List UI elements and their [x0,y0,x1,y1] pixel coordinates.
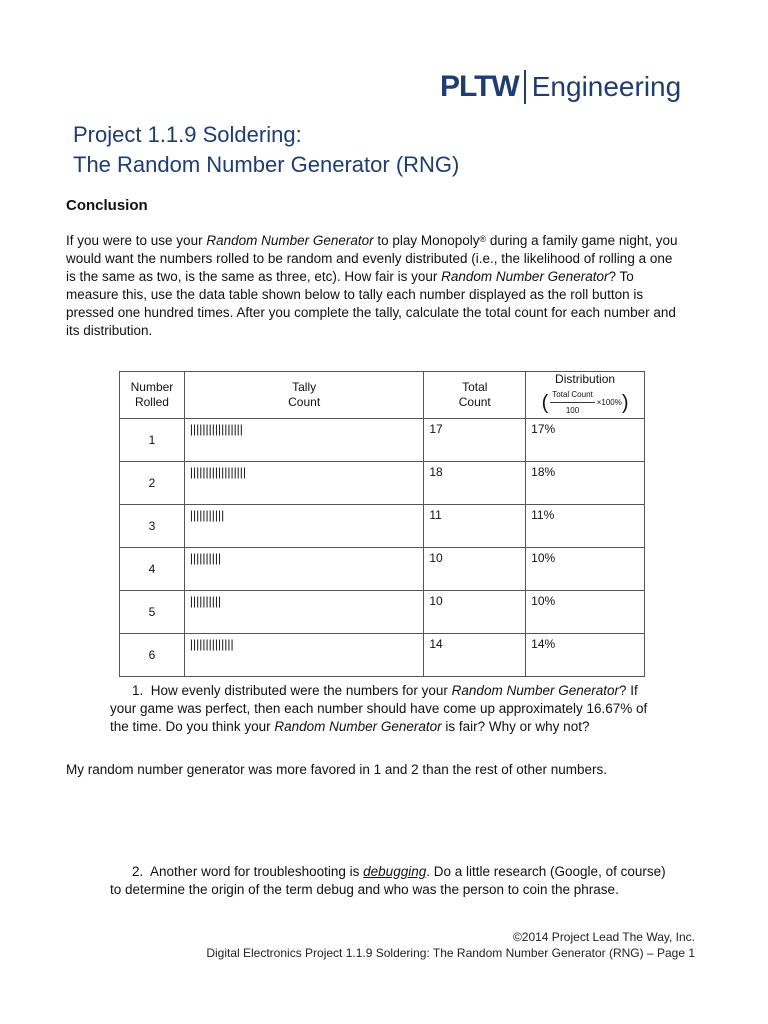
page-footer [206,929,695,961]
cell-total: 10 [424,548,526,591]
formula-numerator: Total Count [550,387,594,403]
header-number-rolled [120,372,185,419]
header-text: Count [288,395,321,409]
cell-tally: ||||||||||||||||| [184,419,423,462]
registered-mark: ® [479,234,487,244]
cell-number: 4 [120,548,185,591]
cell-number: 5 [120,591,185,634]
question-2 [110,863,670,899]
header-distribution [526,372,645,419]
header-text: Count [458,395,491,409]
header-text: Rolled [134,395,169,409]
question-text: ? If your game was perfect, then each number should have come up approximately 16.67% of the time. Do you think your [110,683,648,734]
page-title [73,120,459,180]
title-line-2: The Random Number Generator (RNG) [73,152,460,177]
intro-text: If you were to use your [66,233,207,248]
section-heading: Conclusion [66,197,148,214]
cell-distribution: 18% [526,462,645,505]
cell-tally: |||||||||||||| [184,634,423,677]
intro-rng-term: Random Number Generator [441,269,609,284]
cell-distribution: 17% [526,419,645,462]
table-header-row [120,372,645,419]
cell-total: 14 [424,634,526,677]
table-row [120,634,645,677]
header-text: Distribution [555,372,616,386]
intro-paragraph [66,232,682,340]
cell-distribution: 14% [526,634,645,677]
question-text: How evenly distributed were the numbers for your [150,683,452,698]
question-text: . Do a little research (Google, of course) to determine the origin of the term debug and who was the person to coin the phrase. [110,864,666,897]
question-number: 2. [132,864,144,879]
debugging-term: debugging [363,864,427,879]
table-row [120,505,645,548]
footer-copyright: ©2014 Project Lead The Way, Inc. [512,930,695,944]
cell-total: 11 [424,505,526,548]
table-row [120,548,645,591]
header-tally-count [184,372,423,419]
intro-rng-term: Random Number Generator [206,233,374,248]
header-text: Number [130,380,174,394]
formula-multiplier: ×100% [596,398,622,407]
header-total-count [424,372,526,419]
cell-number: 3 [120,505,185,548]
cell-tally: |||||||||||||||||| [184,462,423,505]
cell-total: 17 [424,419,526,462]
cell-number: 1 [120,419,185,462]
cell-tally: |||||||||| [184,591,423,634]
question-number: 1. [132,683,144,698]
question-text: Another word for troubleshooting is [150,864,364,879]
table-row [120,591,645,634]
cell-total: 18 [424,462,526,505]
question-rng-term: Random Number Generator [451,683,619,698]
question-text: is fair? Why or why not? [441,719,590,734]
title-line-1: Project 1.1.9 Soldering: [73,122,302,147]
cell-distribution: 10% [526,548,645,591]
intro-text: to play Monopoly [373,233,480,248]
question-rng-term: Random Number Generator [274,719,442,734]
cell-number: 2 [120,462,185,505]
answer-1[interactable]: My random number generator was more favored in 1 and 2 than the rest of other numbers. [66,762,608,777]
cell-tally: ||||||||||| [184,505,423,548]
cell-distribution: 11% [526,505,645,548]
intro-text: during a family game night, you would want the numbers rolled to be random and evenly distributed (i.e., the likelihood of rolling a one is the same as two, is the same as three, etc). How fair is your [66,233,678,284]
logo-divider [524,70,526,104]
logo-brand: PLTW [440,70,519,103]
cell-distribution: 10% [526,591,645,634]
formula-denominator: 100 [565,406,580,415]
intro-text: ? To measure this, use the data table shown below to tally each number displayed as the roll button is pressed one hundred times. After you complete the tally, calculate the total count for each number and its distribution. [66,269,676,338]
pltw-engineering-logo [440,70,681,104]
table-row [120,419,645,462]
tally-table [119,371,645,677]
table-row [120,462,645,505]
question-1 [110,682,650,736]
distribution-formula: ( Total Count 100 ×100% ) [542,387,629,418]
cell-tally: |||||||||| [184,548,423,591]
cell-total: 10 [424,591,526,634]
footer-page-line: Digital Electronics Project 1.1.9 Soldering: The Random Number Generator (RNG) – Page 1 [206,946,695,960]
cell-number: 6 [120,634,185,677]
logo-division: Engineering [531,71,682,102]
header-text: Total [462,380,488,394]
header-text: Tally [292,380,317,394]
